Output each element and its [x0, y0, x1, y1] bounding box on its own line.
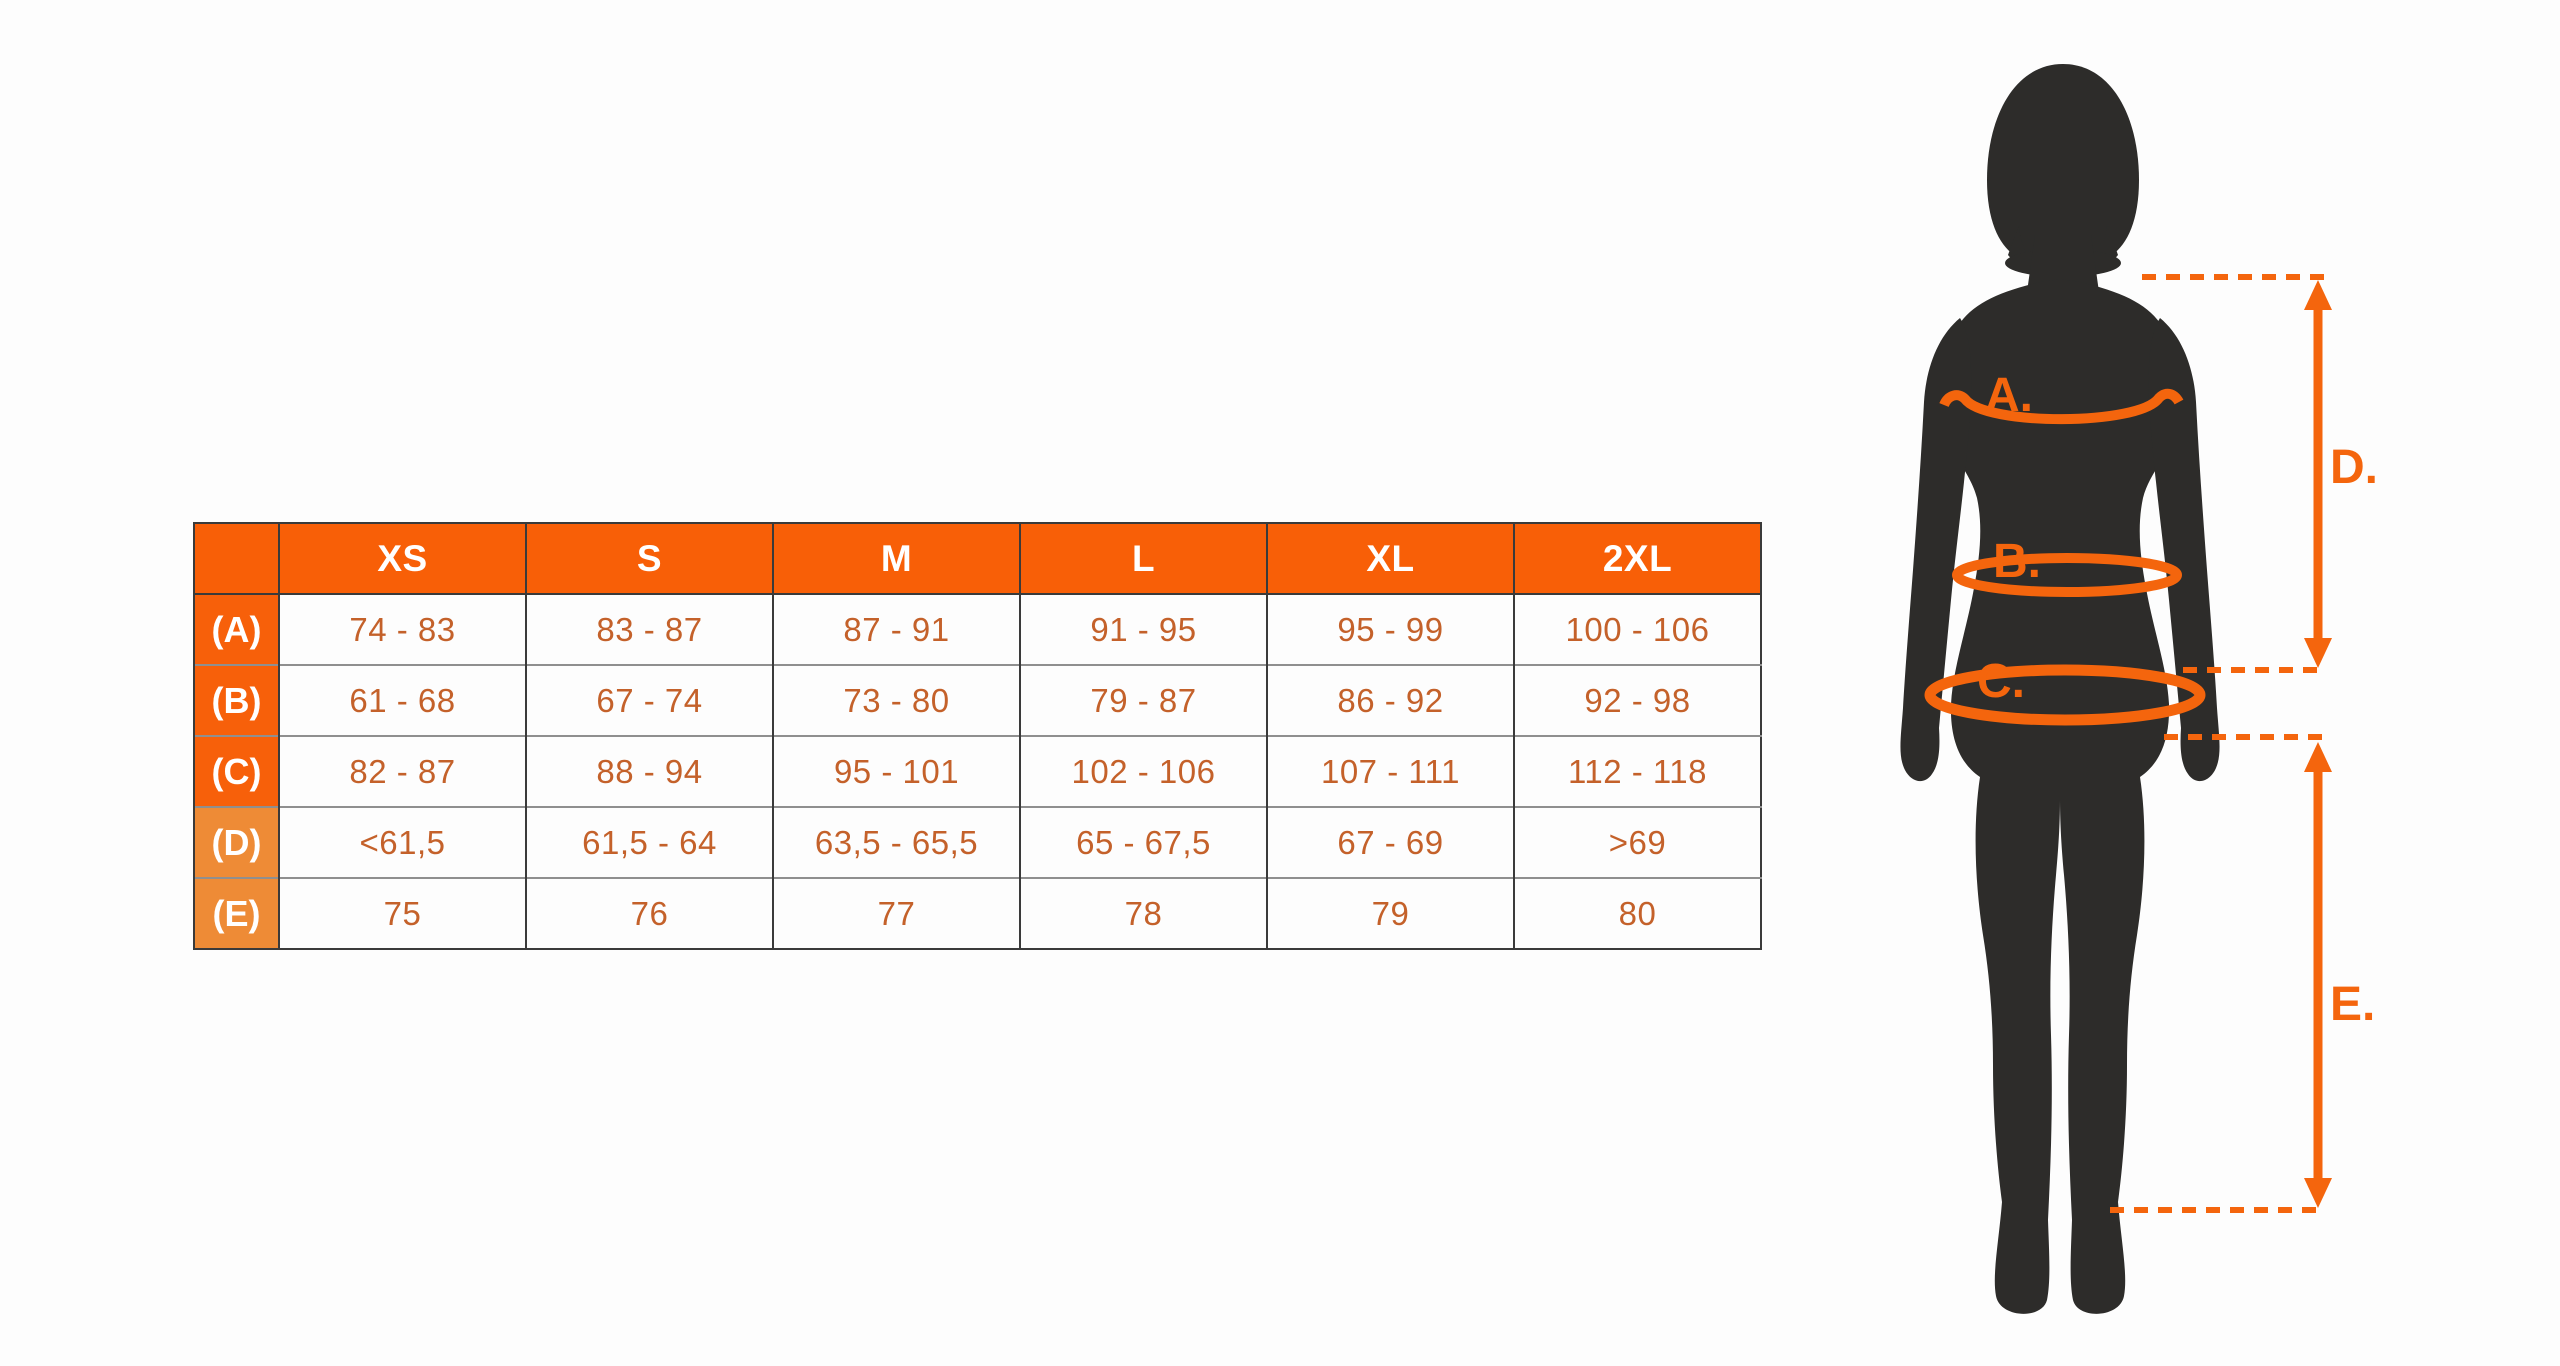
cell-d-m: 63,5 - 65,5: [773, 807, 1020, 878]
size-header-l: L: [1020, 523, 1267, 594]
cell-d-s: 61,5 - 64: [526, 807, 773, 878]
cell-a-2xl: 100 - 106: [1514, 594, 1761, 665]
silhouette-head: [1987, 64, 2139, 258]
table-row-b: [194, 665, 1761, 736]
cell-b-xs: 61 - 68: [279, 665, 526, 736]
body-measurement-diagram: [1880, 30, 2460, 1350]
cell-e-m: 77: [773, 878, 1020, 949]
cell-b-2xl: 92 - 98: [1514, 665, 1761, 736]
cell-b-s: 67 - 74: [526, 665, 773, 736]
cell-e-2xl: 80: [1514, 878, 1761, 949]
cell-b-m: 73 - 80: [773, 665, 1020, 736]
arrowhead-up-icon: [2304, 280, 2332, 310]
table-row-d: [194, 807, 1761, 878]
cell-e-xs: 75: [279, 878, 526, 949]
cell-c-xs: 82 - 87: [279, 736, 526, 807]
cell-c-xl: 107 - 111: [1267, 736, 1514, 807]
row-label-c: (C): [194, 736, 279, 807]
size-header-xs: XS: [279, 523, 526, 594]
size-header-row: [194, 523, 1761, 594]
cell-d-2xl: >69: [1514, 807, 1761, 878]
cell-c-m: 95 - 101: [773, 736, 1020, 807]
cell-a-m: 87 - 91: [773, 594, 1020, 665]
arrowhead-down-icon: [2304, 1178, 2332, 1208]
size-header-2xl: 2XL: [1514, 523, 1761, 594]
cell-a-xs: 74 - 83: [279, 594, 526, 665]
cell-a-xl: 95 - 99: [1267, 594, 1514, 665]
cell-d-xl: 67 - 69: [1267, 807, 1514, 878]
table-row-e: [194, 878, 1761, 949]
cell-a-s: 83 - 87: [526, 594, 773, 665]
corner-cell: [194, 523, 279, 594]
leg-length-label: E.: [2330, 978, 2376, 1031]
torso-length-label: D.: [2330, 441, 2378, 494]
size-chart-table: [193, 522, 1762, 950]
waist-label: B.: [1993, 535, 2041, 588]
cell-c-2xl: 112 - 118: [1514, 736, 1761, 807]
row-label-a: (A): [194, 594, 279, 665]
cell-e-l: 78: [1020, 878, 1267, 949]
table-row-c: [194, 736, 1761, 807]
leg-length-arrow: [2304, 742, 2332, 1208]
cell-b-l: 79 - 87: [1020, 665, 1267, 736]
cell-d-xs: <61,5: [279, 807, 526, 878]
row-label-e: (E): [194, 878, 279, 949]
bust-label: A.: [1985, 369, 2033, 422]
cell-e-s: 76: [526, 878, 773, 949]
female-silhouette: [1900, 64, 2219, 1314]
hips-label: C.: [1977, 655, 2025, 708]
cell-e-xl: 79: [1267, 878, 1514, 949]
silhouette-torso-legs: [1941, 280, 2179, 1314]
table-row-a: [194, 594, 1761, 665]
arrowhead-down-icon: [2304, 638, 2332, 668]
row-label-d: (D): [194, 807, 279, 878]
size-header-xl: XL: [1267, 523, 1514, 594]
cell-b-xl: 86 - 92: [1267, 665, 1514, 736]
cell-d-l: 65 - 67,5: [1020, 807, 1267, 878]
cell-c-s: 88 - 94: [526, 736, 773, 807]
cell-c-l: 102 - 106: [1020, 736, 1267, 807]
torso-length-arrow: [2304, 280, 2332, 668]
size-header-m: M: [773, 523, 1020, 594]
row-label-b: (B): [194, 665, 279, 736]
cell-a-l: 91 - 95: [1020, 594, 1267, 665]
size-header-s: S: [526, 523, 773, 594]
arrowhead-up-icon: [2304, 742, 2332, 772]
